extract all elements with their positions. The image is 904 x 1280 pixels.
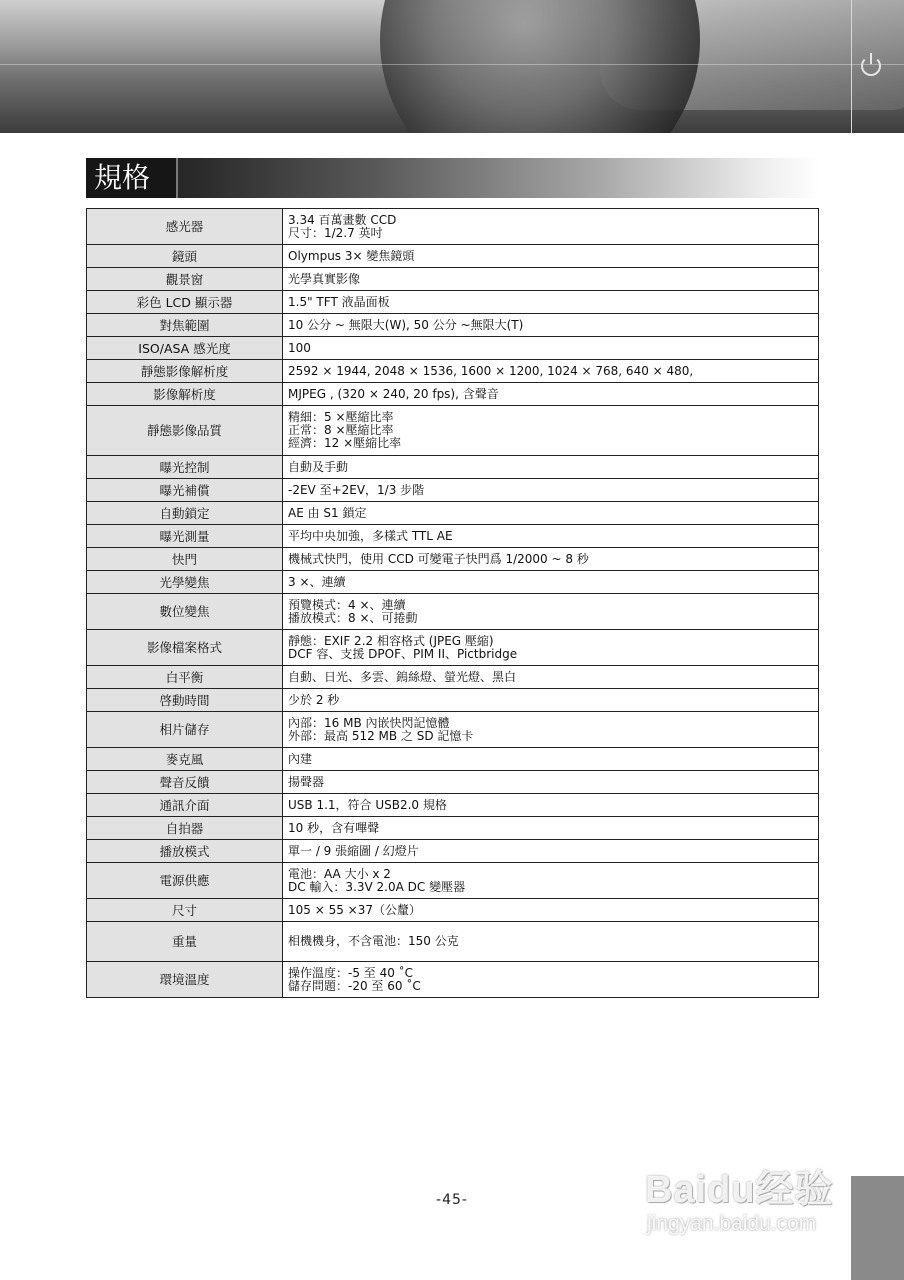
- spec-row: [87, 689, 819, 712]
- spec-label: 播放模式: [87, 840, 283, 863]
- spec-row: [87, 360, 819, 383]
- spec-row: [87, 748, 819, 771]
- spec-value: 105 × 55 ×37（公釐）: [283, 899, 819, 922]
- spec-row: [87, 337, 819, 360]
- spec-value: 100: [283, 337, 819, 360]
- page-title: 規格: [86, 158, 178, 198]
- spec-row: [87, 525, 819, 548]
- spec-row: [87, 314, 819, 337]
- spec-row: [87, 456, 819, 479]
- spec-row: [87, 863, 819, 899]
- spec-value: 相機機身，不含電池：150 公克: [283, 922, 819, 962]
- spec-row: [87, 840, 819, 863]
- spec-label: 曝光補償: [87, 479, 283, 502]
- spec-row: [87, 594, 819, 630]
- spec-value: 揚聲器: [283, 771, 819, 794]
- spec-row: [87, 899, 819, 922]
- spec-value: Olympus 3× 變焦鏡頭: [283, 245, 819, 268]
- title-bar: [86, 158, 820, 198]
- spec-label: 對焦範圍: [87, 314, 283, 337]
- spec-value: 電池：AA 大小 x 2 DC 輸入：3.3V 2.0A DC 變壓器: [283, 863, 819, 899]
- spec-row: [87, 630, 819, 666]
- spec-value: 光學真實影像: [283, 268, 819, 291]
- spec-value: 精細：5 ×壓縮比率 正常：8 ×壓縮比率 經濟：12 ×壓縮比率: [283, 406, 819, 456]
- spec-label: 曝光測量: [87, 525, 283, 548]
- spec-row: [87, 383, 819, 406]
- spec-row: [87, 771, 819, 794]
- spec-label: ISO/ASA 感光度: [87, 337, 283, 360]
- spec-label: 尺寸: [87, 899, 283, 922]
- spec-value: MJPEG , (320 × 240, 20 fps), 含聲音: [283, 383, 819, 406]
- banner-divider-line: [0, 64, 904, 65]
- spec-value: 單一 / 9 張縮圖 / 幻燈片: [283, 840, 819, 863]
- spec-row: [87, 291, 819, 314]
- spec-value: 靜態：EXIF 2.2 相容格式 (JPEG 壓縮) DCF 容、支援 DPOF、PIM II、Pictbridge: [283, 630, 819, 666]
- corner-tab: [851, 1176, 904, 1280]
- spec-label: 靜態影像品質: [87, 406, 283, 456]
- spec-value: 預覽模式：4 ×、連續 播放模式：8 ×、可捲動: [283, 594, 819, 630]
- spec-row: [87, 268, 819, 291]
- spec-value: USB 1.1，符合 USB2.0 規格: [283, 794, 819, 817]
- camera-lens-graphic: [380, 0, 700, 133]
- spec-label: 光學變焦: [87, 571, 283, 594]
- spec-label: 觀景窗: [87, 268, 283, 291]
- spec-label: 影像解析度: [87, 383, 283, 406]
- spec-label: 快門: [87, 548, 283, 571]
- spec-label: 靜態影像解析度: [87, 360, 283, 383]
- spec-row: [87, 571, 819, 594]
- watermark-brand: Baidu经验: [645, 1169, 834, 1211]
- spec-value: 3 ×、連續: [283, 571, 819, 594]
- spec-label: 重量: [87, 922, 283, 962]
- spec-value: 操作溫度：-5 至 40 ˚C 儲存問題：-20 至 60 ˚C: [283, 962, 819, 998]
- spec-row: [87, 712, 819, 748]
- spec-row: [87, 666, 819, 689]
- spec-table-body: [87, 209, 819, 998]
- spec-value: 平均中央加強，多樣式 TTL AE: [283, 525, 819, 548]
- page-number: -45-: [436, 1192, 468, 1208]
- spec-label: 感光器: [87, 209, 283, 245]
- spec-row: [87, 479, 819, 502]
- spec-label: 相片儲存: [87, 712, 283, 748]
- spec-label: 自拍器: [87, 817, 283, 840]
- spec-label: 曝光控制: [87, 456, 283, 479]
- spec-row: [87, 962, 819, 998]
- spec-label: 白平衡: [87, 666, 283, 689]
- spec-label: 自動鎖定: [87, 502, 283, 525]
- spec-label: 通訊介面: [87, 794, 283, 817]
- spec-value: 內建: [283, 748, 819, 771]
- spec-label: 麥克風: [87, 748, 283, 771]
- spec-value: 自動、日光、多雲、鎢絲燈、螢光燈、黑白: [283, 666, 819, 689]
- spec-label: 聲音反饋: [87, 771, 283, 794]
- power-icon: [861, 56, 881, 76]
- spec-row: [87, 209, 819, 245]
- spec-label: 啓動時間: [87, 689, 283, 712]
- spec-value: 內部：16 MB 內嵌快閃記憶體 外部：最高 512 MB 之 SD 記憶卡: [283, 712, 819, 748]
- baidu-watermark-logo: [645, 1150, 855, 1250]
- spec-row: [87, 502, 819, 525]
- spec-row: [87, 406, 819, 456]
- spec-row: [87, 817, 819, 840]
- spec-label: 數位變焦: [87, 594, 283, 630]
- spec-table: [86, 208, 819, 998]
- spec-value: 10 秒，含有嗶聲: [283, 817, 819, 840]
- spec-row: [87, 794, 819, 817]
- spec-label: 鏡頭: [87, 245, 283, 268]
- spec-label: 電源供應: [87, 863, 283, 899]
- spec-value: 自動及手動: [283, 456, 819, 479]
- spec-value: -2EV 至+2EV，1/3 步階: [283, 479, 819, 502]
- spec-label: 影像檔案格式: [87, 630, 283, 666]
- spec-value: 機械式快門，使用 CCD 可變電子快門爲 1/2000 ~ 8 秒: [283, 548, 819, 571]
- watermark-url: jingyan.baidu.com: [647, 1212, 817, 1235]
- spec-label: 環境溫度: [87, 962, 283, 998]
- banner-vertical-line: [851, 0, 852, 133]
- spec-label: 彩色 LCD 顯示器: [87, 291, 283, 314]
- spec-value: 3.34 百萬畫數 CCD 尺寸：1/2.7 英吋: [283, 209, 819, 245]
- spec-value: 1.5" TFT 液晶面板: [283, 291, 819, 314]
- spec-row: [87, 548, 819, 571]
- spec-value: 2592 × 1944, 2048 × 1536, 1600 × 1200, 1024 × 768, 640 × 480,: [283, 360, 819, 383]
- spec-value: 10 公分 ~ 無限大(W), 50 公分 ~無限大(T): [283, 314, 819, 337]
- spec-value: AE 由 S1 鎖定: [283, 502, 819, 525]
- spec-value: 少於 2 秒: [283, 689, 819, 712]
- header-banner-photo: [0, 0, 904, 133]
- spec-row: [87, 922, 819, 962]
- spec-row: [87, 245, 819, 268]
